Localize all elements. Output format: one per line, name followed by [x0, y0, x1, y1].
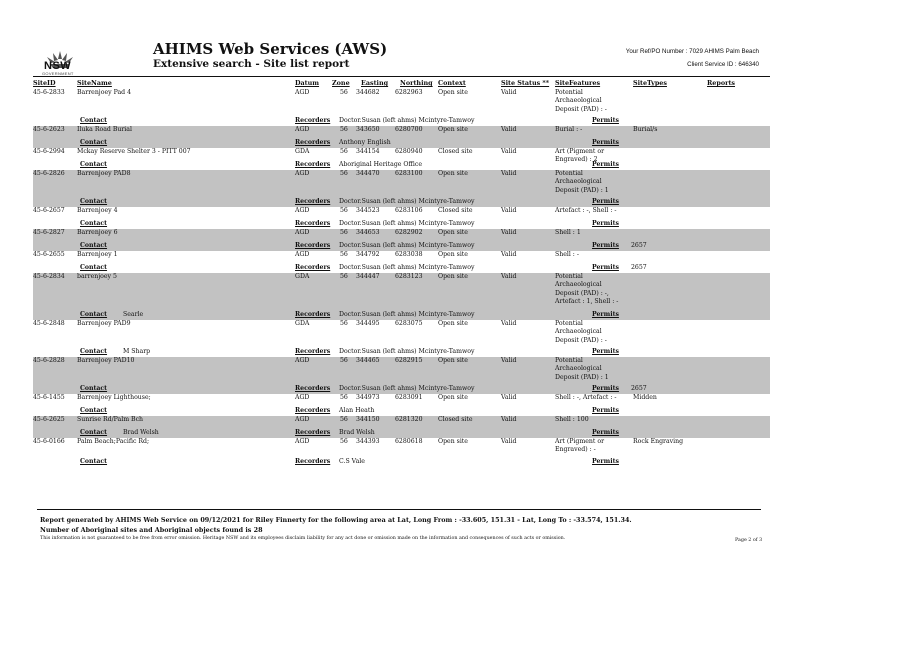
contact-value: M Sharp	[123, 348, 151, 355]
site-row	[33, 229, 770, 251]
northing: 6283100	[395, 170, 423, 177]
permits-label[interactable]: Permits	[592, 220, 619, 227]
site-status: Valid	[501, 170, 517, 177]
recorders-label[interactable]: Recorders	[295, 117, 331, 124]
context: Open site	[438, 394, 468, 401]
easting: 344465	[356, 357, 380, 364]
site-name: Barrenjoey 6	[77, 229, 118, 236]
site-name: Iluka Road Burial	[77, 126, 132, 133]
col-header-sitename: SiteName	[77, 79, 112, 87]
recorders-value: Aboriginal Heritage Office	[339, 161, 422, 168]
site-list-table	[33, 89, 770, 467]
site-id: 45-6-2848	[33, 320, 65, 327]
site-row	[33, 207, 770, 229]
context: Closed site	[438, 148, 473, 155]
site-id: 45-6-2828	[33, 357, 65, 364]
site-row	[33, 89, 770, 126]
site-row	[33, 438, 770, 467]
col-header-site-types: SiteTypes	[633, 79, 667, 87]
zone: 56	[340, 148, 348, 155]
recorders-value: Anthony English	[339, 139, 391, 146]
zone: 56	[340, 438, 348, 445]
site-row	[33, 273, 770, 320]
site-types: Midden	[633, 394, 657, 401]
datum: AGD	[295, 394, 310, 401]
context: Open site	[438, 251, 468, 258]
easting: 344495	[356, 320, 380, 327]
contact-value: Searle	[123, 311, 144, 318]
site-features: Art (Pigment or Engraved) : -	[555, 438, 605, 454]
recorders-value: Brad Welsh	[339, 429, 375, 436]
permits-label[interactable]: Permits	[592, 117, 619, 124]
col-header-zone: Zone	[332, 79, 350, 87]
site-status: Valid	[501, 273, 517, 280]
site-types: Burial/s	[633, 126, 658, 133]
context: Open site	[438, 320, 468, 327]
site-status: Valid	[501, 320, 517, 327]
zone: 56	[340, 320, 348, 327]
site-name: Barrenjoey Pad 4	[77, 89, 132, 96]
site-features: Shell : -, Artefact : -	[555, 394, 617, 401]
datum: AGD	[295, 251, 310, 258]
site-id: 45-6-2623	[33, 126, 65, 133]
col-header-site-features: SiteFeatures	[555, 79, 601, 87]
permits-label[interactable]: Permits	[592, 407, 619, 414]
report-generation-summary: Report generated by AHIMS Web Service on 09/12/2021 for Riley Finnerty for the following area at Lat, Long From : -33.605, 151.31 - Lat, Long To : -33.574, 151.34. Number of Aboriginal sites and Aboriginal objects found is 28	[40, 516, 632, 534]
report-title: AHIMS Web Services (AWS)	[153, 40, 388, 58]
recorders-label[interactable]: Recorders	[295, 161, 331, 168]
site-features: Potential Archaeological Deposit (PAD) : 1	[555, 170, 609, 194]
disclaimer: This information is not guaranteed to be free from error omission. Heritage NSW and its employees disclaim liability for any act done or omission made on the information and consequences of such acts or omission.	[40, 536, 566, 541]
reference-number: Your Ref/PO Number : 7029 AHIMS Palm Beach	[625, 48, 759, 55]
northing: 6283091	[395, 394, 423, 401]
site-features: Shell : 1	[555, 229, 581, 236]
col-header-datum: Datum	[295, 79, 320, 87]
col-header-reports: Reports	[707, 79, 736, 87]
datum: AGD	[295, 170, 310, 177]
datum: AGD	[295, 89, 310, 96]
recorders-value: Doctor.Susan (left ahms) Mcintyre-Tamwoy	[339, 198, 475, 205]
context: Open site	[438, 273, 468, 280]
contact-label[interactable]: Contact	[80, 220, 108, 227]
site-features: Potential Archaeological Deposit (PAD) : 1	[555, 357, 609, 381]
contact-label[interactable]: Contact	[80, 385, 108, 392]
site-row	[33, 251, 770, 273]
site-name: Barrenjoey PAD9	[77, 320, 131, 327]
easting: 344682	[356, 89, 380, 96]
zone: 56	[340, 207, 348, 214]
contact-label[interactable]: Contact	[80, 242, 108, 249]
context: Open site	[438, 438, 468, 445]
site-row	[33, 394, 770, 416]
recorders-label[interactable]: Recorders	[295, 311, 331, 318]
datum: GDA	[295, 320, 310, 327]
datum: GDA	[295, 148, 310, 155]
easting: 344393	[356, 438, 380, 445]
page-number: Page 2 of 3	[735, 538, 763, 543]
easting: 344150	[356, 416, 380, 423]
contact-label[interactable]: Contact	[80, 348, 108, 355]
site-row	[33, 126, 770, 148]
site-name: Sunrise Rd/Palm Bch	[77, 416, 144, 423]
datum: AGD	[295, 229, 310, 236]
context: Closed site	[438, 207, 473, 214]
site-name: Barrenjoey 1	[77, 251, 118, 258]
contact-label[interactable]: Contact	[80, 198, 108, 205]
recorders-label[interactable]: Recorders	[295, 458, 331, 465]
context: Open site	[438, 170, 468, 177]
col-header-site-status: Site Status **	[501, 79, 550, 87]
site-id: 45-6-2655	[33, 251, 65, 258]
contact-label[interactable]: Contact	[80, 311, 108, 318]
easting: 343650	[356, 126, 380, 133]
contact-label[interactable]: Contact	[80, 264, 108, 271]
site-status: Valid	[501, 357, 517, 364]
recorders-value: Doctor.Susan (left ahms) Mcintyre-Tamwoy	[339, 242, 475, 249]
site-row	[33, 148, 770, 170]
site-features: Shell : -	[555, 251, 579, 258]
site-status: Valid	[501, 126, 517, 133]
recorders-label[interactable]: Recorders	[295, 429, 331, 436]
northing: 6282915	[395, 357, 423, 364]
col-header-siteid: SiteID	[33, 79, 56, 87]
site-status: Valid	[501, 438, 517, 445]
northing: 6280700	[395, 126, 423, 133]
client-service-id: Client Service ID : 646340	[687, 61, 759, 68]
recorders-label[interactable]: Recorders	[295, 407, 331, 414]
zone: 56	[340, 126, 348, 133]
permits-label[interactable]: Permits	[592, 429, 619, 436]
header-divider	[33, 76, 770, 77]
recorders-label[interactable]: Recorders	[295, 348, 331, 355]
recorders-label[interactable]: Recorders	[295, 242, 331, 249]
recorders-label[interactable]: Recorders	[295, 385, 331, 392]
northing: 6283075	[395, 320, 423, 327]
site-row	[33, 320, 770, 357]
permits-label[interactable]: Permits	[592, 242, 619, 249]
permits-label[interactable]: Permits	[592, 161, 619, 168]
permits-label[interactable]: Permits	[592, 311, 619, 318]
contact-label[interactable]: Contact	[80, 161, 108, 168]
context: Open site	[438, 89, 468, 96]
site-features: Potential Archaeological Deposit (PAD) : -	[555, 320, 607, 344]
contact-label[interactable]: Contact	[80, 429, 108, 436]
recorders-value: Doctor.Susan (left ahms) Mcintyre-Tamwoy	[339, 220, 475, 227]
site-name: barrenjoey 5	[77, 273, 117, 280]
easting: 344792	[356, 251, 380, 258]
site-name: Barrenjoey PAD10	[77, 357, 135, 364]
easting: 344470	[356, 170, 380, 177]
northing: 6283123	[395, 273, 423, 280]
site-id: 45-6-1455	[33, 394, 65, 401]
northing: 6282902	[395, 229, 423, 236]
recorders-value: C.S Vale	[339, 458, 365, 465]
column-headers	[33, 79, 770, 88]
permits-label[interactable]: Permits	[592, 385, 619, 392]
contact-label[interactable]: Contact	[80, 458, 108, 465]
contact-label[interactable]: Contact	[80, 407, 108, 414]
site-name: Barrenjoey 4	[77, 207, 118, 214]
northing: 6281320	[395, 416, 423, 423]
permits-value: 2657	[631, 264, 647, 271]
permits-label[interactable]: Permits	[592, 139, 619, 146]
site-row	[33, 170, 770, 207]
site-name: Mckay Reserve Shelter 3 - PITT 007	[77, 148, 191, 155]
zone: 56	[340, 357, 348, 364]
easting: 344653	[356, 229, 380, 236]
site-id: 45-6-2657	[33, 207, 65, 214]
permits-label[interactable]: Permits	[592, 264, 619, 271]
northing: 6280940	[395, 148, 423, 155]
site-name: Barrenjoey PAD8	[77, 170, 131, 177]
permits-label[interactable]: Permits	[592, 348, 619, 355]
site-status: Valid	[501, 229, 517, 236]
zone: 56	[340, 416, 348, 423]
logo-subtext: GOVERNMENT	[42, 71, 74, 76]
northing: 6280618	[395, 438, 423, 445]
context: Open site	[438, 126, 468, 133]
zone: 56	[340, 229, 348, 236]
recorders-value: Doctor.Susan (left ahms) Mcintyre-Tamwoy	[339, 264, 475, 271]
site-features: Art (Pigment or Engraved) : 2	[555, 148, 605, 164]
zone: 56	[340, 251, 348, 258]
recorders-label[interactable]: Recorders	[295, 198, 331, 205]
recorders-label[interactable]: Recorders	[295, 139, 331, 146]
col-header-easting: Easting	[361, 79, 389, 87]
contact-label[interactable]: Contact	[80, 139, 108, 146]
site-features: Artefact : -, Shell : -	[555, 207, 617, 214]
site-features: Burial : -	[555, 126, 583, 133]
site-features: Potential Archaeological Deposit (PAD) : -, Artefact : 1, Shell : -	[555, 273, 619, 305]
recorders-value: Doctor.Susan (left ahms) Mcintyre-Tamwoy	[339, 117, 475, 124]
site-id: 45-6-2834	[33, 273, 65, 280]
recorders-label[interactable]: Recorders	[295, 264, 331, 271]
footer-divider	[37, 509, 761, 510]
site-id: 45-6-2833	[33, 89, 65, 96]
site-id: 45-6-2826	[33, 170, 65, 177]
zone: 56	[340, 170, 348, 177]
report-subtitle: Extensive search - Site list report	[153, 58, 350, 70]
recorders-value: Doctor.Susan (left ahms) Mcintyre-Tamwoy	[339, 348, 475, 355]
recorders-label[interactable]: Recorders	[295, 220, 331, 227]
datum: AGD	[295, 207, 310, 214]
site-id: 45-6-2625	[33, 416, 65, 423]
zone: 56	[340, 273, 348, 280]
recorders-value: Doctor.Susan (left ahms) Mcintyre-Tamwoy	[339, 311, 475, 318]
zone: 56	[340, 89, 348, 96]
site-features: Potential Archaeological Deposit (PAD) : -	[555, 89, 607, 113]
datum: AGD	[295, 357, 310, 364]
northing: 6282963	[395, 89, 423, 96]
zone: 56	[340, 394, 348, 401]
contact-label[interactable]: Contact	[80, 117, 108, 124]
site-id: 45-6-2994	[33, 148, 65, 155]
context: Closed site	[438, 416, 473, 423]
northing: 6283038	[395, 251, 423, 258]
northing: 6283106	[395, 207, 423, 214]
context: Open site	[438, 357, 468, 364]
col-header-context: Context	[438, 79, 466, 87]
datum: AGD	[295, 416, 310, 423]
site-id: 45-6-2827	[33, 229, 65, 236]
context: Open site	[438, 229, 468, 236]
site-name: Palm Beach;Pacific Rd;	[77, 438, 150, 445]
easting: 344973	[356, 394, 380, 401]
datum: AGD	[295, 438, 310, 445]
contact-value: Brad Welsh	[123, 429, 159, 436]
site-status: Valid	[501, 148, 517, 155]
site-features: Shell : 100	[555, 416, 589, 423]
site-status: Valid	[501, 251, 517, 258]
site-status: Valid	[501, 89, 517, 96]
site-name: Barrenjoey Lighthouse;	[77, 394, 151, 401]
easting: 344154	[356, 148, 380, 155]
site-types: Rock Engraving	[633, 438, 684, 445]
site-id: 45-6-0166	[33, 438, 65, 445]
permits-label[interactable]: Permits	[592, 458, 619, 465]
permits-value: 2657	[631, 242, 647, 249]
site-status: Valid	[501, 416, 517, 423]
permits-value: 2657	[631, 385, 647, 392]
easting: 344447	[356, 273, 380, 280]
datum: GDA	[295, 273, 310, 280]
site-row	[33, 357, 770, 394]
easting: 344523	[356, 207, 380, 214]
site-status: Valid	[501, 207, 517, 214]
permits-label[interactable]: Permits	[592, 198, 619, 205]
recorders-value: Doctor.Susan (left ahms) Mcintyre-Tamwoy	[339, 385, 475, 392]
logo-text: NSW	[44, 60, 72, 72]
site-row	[33, 416, 770, 438]
datum: AGD	[295, 126, 310, 133]
col-header-northing: Northing	[400, 79, 433, 87]
site-status: Valid	[501, 394, 517, 401]
recorders-value: Alan Heath	[339, 407, 375, 414]
